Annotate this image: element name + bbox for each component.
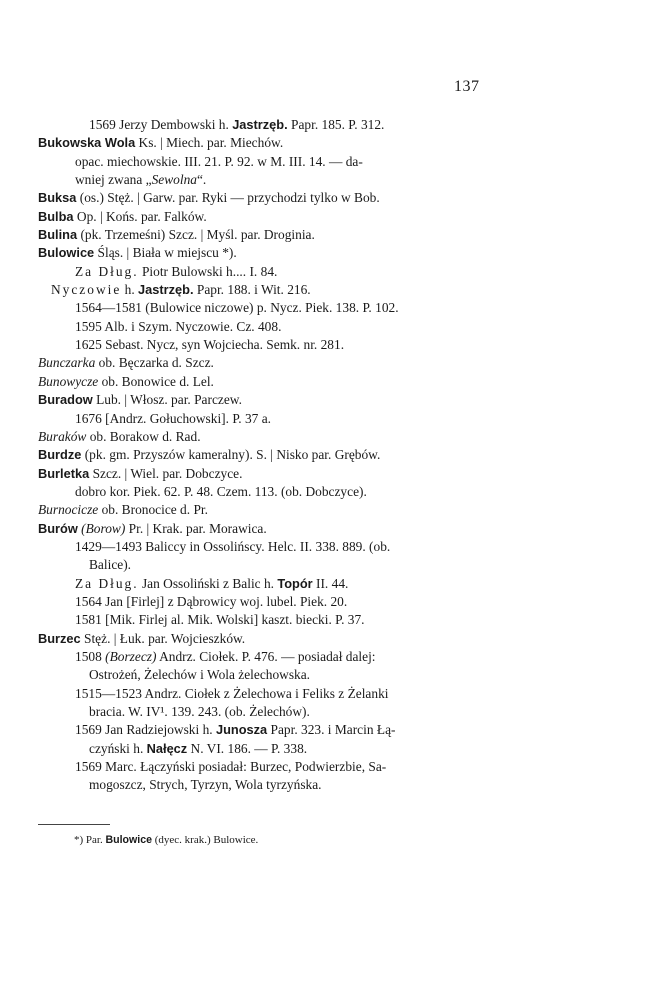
text-line <box>38 153 490 171</box>
text-run: 1569 Jan Radziejowski h. <box>75 722 216 738</box>
text-line <box>38 501 490 519</box>
italic-term: Sewolna <box>151 172 197 188</box>
text-line <box>38 703 490 721</box>
text-run: Ostrożeń, Żelechów i Wola żelechowska. <box>89 667 311 683</box>
text-run: II. 44. <box>312 575 349 591</box>
entry-term: Burów <box>38 520 78 536</box>
text-run: wniej zwana „ <box>75 172 152 188</box>
text-line <box>38 630 490 648</box>
text-run: Balice). <box>89 557 132 573</box>
text-line <box>38 538 490 556</box>
text-run: Pr. | Krak. par. Morawica. <box>125 520 267 536</box>
text-line <box>38 336 490 354</box>
italic-term: (Borzecz) <box>105 648 157 664</box>
text-line <box>38 758 490 776</box>
entry-term: Jastrzęb. <box>232 117 288 132</box>
text-line <box>38 446 490 464</box>
entry-term: Nałęcz <box>146 740 188 756</box>
text-run: dobro kor. Piek. 62. P. 48. Czem. 113. (ob. Dobczyce). <box>75 483 367 499</box>
text-run: Op. | Końs. par. Falków. <box>73 208 207 224</box>
text-run: ob. Borakow d. Rad. <box>86 428 201 444</box>
text-run: Za Dług. <box>75 575 139 591</box>
text-run: 1581 [Mik. Firlej al. Mik. Wolski] kaszt. biecki. P. 37. <box>75 612 365 628</box>
text-run: czyński h. <box>89 740 147 756</box>
text-run: N. VI. 186. — P. 338. <box>187 740 308 756</box>
text-run: Stęż. | Łuk. par. Wojcieszków. <box>80 630 246 646</box>
text-line <box>38 483 490 501</box>
text-line <box>38 611 490 629</box>
text-run: 1515—1523 Andrz. Ciołek z Żelechowa i Feliks z Żelanki <box>75 685 389 701</box>
text-line <box>38 428 490 446</box>
footnote-rest: (dyec. krak.) Bulowice. <box>152 834 259 846</box>
text-run: h. <box>121 282 139 298</box>
text-line <box>38 244 490 262</box>
entry-term: Topór <box>277 575 313 591</box>
text-run: Szcz. | Wiel. par. Dobczyce. <box>89 465 243 481</box>
text-line <box>38 189 490 207</box>
text-line <box>38 740 490 758</box>
text-run: 1625 Sebast. Nycz, syn Wojciecha. Semk. nr. 281. <box>75 337 345 353</box>
footnote <box>74 834 258 846</box>
text-run: Papr. 185. P. 312. <box>287 117 385 132</box>
entry-term: Jastrzęb. <box>138 282 194 298</box>
text-run: 1676 [Andrz. Gołuchowski]. P. 37 a. <box>75 410 272 426</box>
text-run: 1564 Jan [Firlej] z Dąbrowicy woj. lubel. Piek. 20. <box>75 593 348 609</box>
italic-term: Burnocicze <box>38 502 99 518</box>
entry-term: Bukowska Wola <box>38 135 136 151</box>
text-line <box>38 648 490 666</box>
text-line <box>38 593 490 611</box>
text-run: Piotr Bulowski h.... I. 84. <box>138 263 278 279</box>
text-run: “. <box>196 172 207 188</box>
text-run: ob. Bonowice d. Lel. <box>98 373 214 389</box>
text-line <box>38 666 490 684</box>
text-run: (os.) Stęż. | Garw. par. Ryki — przychodzi tylko w Bob. <box>76 190 380 206</box>
entry-term: Bulba <box>38 208 74 224</box>
text-line <box>38 354 490 372</box>
text-line <box>38 776 490 794</box>
text-run: Andrz. Ciołek. P. 476. — posiadał dalej: <box>156 648 376 664</box>
text-run: ob. Bronocice d. Pr. <box>98 502 208 518</box>
entry-list <box>38 116 490 795</box>
italic-term: Bunowycze <box>38 373 99 389</box>
text-line <box>38 465 490 483</box>
footnote-bold: Bulowice <box>105 834 152 846</box>
text-line <box>38 721 490 739</box>
text-run: 1569 Marc. Łączyński posiadał: Burzec, Podwierzbie, Sa- <box>75 759 387 775</box>
text-run: opac. miechowskie. III. 21. P. 92. w M. III. 14. — da- <box>75 153 363 169</box>
italic-term: (Borow) <box>81 520 126 536</box>
italic-term: Bunczarka <box>38 355 96 371</box>
text-run: Nyczowie <box>51 282 122 298</box>
text-run: 1595 Alb. i Szym. Nyczowie. Cz. 408. <box>75 318 282 334</box>
text-run: Ks. | Miech. par. Miechów. <box>135 135 284 151</box>
text-run: Lub. | Włosz. par. Parczew. <box>92 392 242 408</box>
text-line <box>38 575 490 593</box>
text-run: 1429—1493 Baliccy in Ossolińscy. Helc. II. 338. 889. (ob. <box>75 538 391 554</box>
entry-term: Burdze <box>38 447 82 463</box>
text-line <box>38 410 490 428</box>
entry-term: Junosza <box>215 722 268 738</box>
text-line <box>38 391 490 409</box>
text-run: 1508 <box>75 648 106 664</box>
entry-term: Bulowice <box>38 245 95 261</box>
text-line <box>38 685 490 703</box>
text-line <box>38 556 490 574</box>
entry-term: Bulina <box>38 227 78 243</box>
text-run: (pk. Trzemeśni) Szcz. | Myśl. par. Droginia. <box>77 227 315 243</box>
page-number: 137 <box>454 78 480 95</box>
text-run: 1564—1581 (Bulowice niczowe) p. Nycz. Piek. 138. P. 102. <box>75 300 399 316</box>
text-run: (pk. gm. Przyszów kameralny). S. | Nisko par. Grębów. <box>81 447 381 463</box>
text-line <box>38 134 490 152</box>
text-line <box>38 116 490 134</box>
text-run: Jan Ossoliński z Balic h. <box>138 575 278 591</box>
text-line <box>38 171 490 189</box>
text-line <box>38 373 490 391</box>
text-line <box>38 208 490 226</box>
text-line <box>38 263 490 281</box>
text-run: ob. Bęczarka d. Szcz. <box>95 355 214 371</box>
text-run: Papr. 188. i Wit. 216. <box>193 282 311 298</box>
text-run: Papr. 323. i Marcin Łą- <box>267 722 396 738</box>
entry-term: Buradow <box>38 392 93 408</box>
text-run: mogoszcz, Strych, Tyrzyn, Wola tyrzyńska. <box>89 777 322 793</box>
text-line <box>38 318 490 336</box>
text-run: Śląs. | Biała w miejscu *). <box>94 245 237 261</box>
text-run: bracia. W. IV¹. 139. 243. (ob. Żelechów). <box>89 704 310 719</box>
text-line <box>38 226 490 244</box>
text-line <box>38 299 490 317</box>
italic-term: Buraków <box>38 428 87 444</box>
entry-term: Burletka <box>38 465 90 481</box>
entry-term: Burzec <box>38 630 81 646</box>
text-line <box>38 281 490 299</box>
footnote-marker: *) Par. <box>74 834 106 846</box>
text-line <box>38 520 490 538</box>
text-run: Za Dług. <box>75 263 139 279</box>
text-run: 1569 Jerzy Dembowski h. <box>89 117 233 132</box>
entry-term: Buksa <box>38 190 77 206</box>
footnote-rule <box>38 824 110 825</box>
